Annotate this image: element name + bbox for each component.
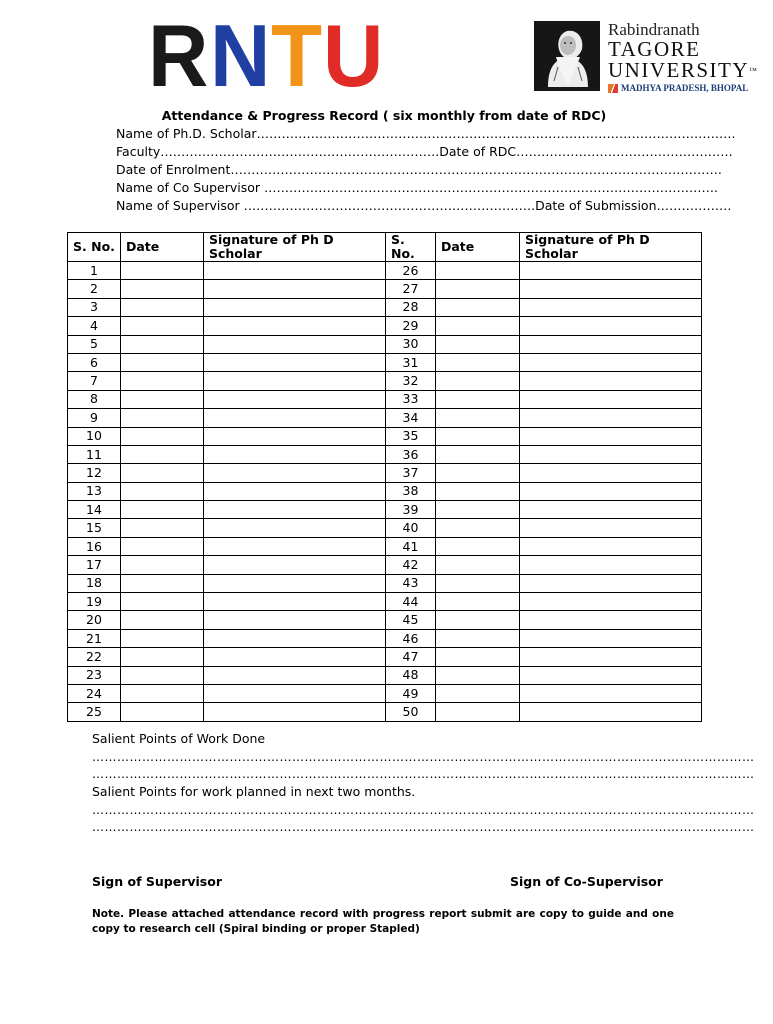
row-sno-left: 13 bbox=[68, 482, 121, 500]
row-signature-left bbox=[204, 464, 386, 482]
row-date-left bbox=[121, 262, 204, 280]
work-planned-label: Salient Points for work planned in next two months. bbox=[92, 784, 416, 799]
row-date-left bbox=[121, 482, 204, 500]
row-date-right bbox=[436, 519, 520, 537]
table-row bbox=[68, 519, 702, 537]
row-sno-right: 45 bbox=[386, 611, 436, 629]
row-sno-right: 38 bbox=[386, 482, 436, 500]
row-signature-left bbox=[204, 335, 386, 353]
row-signature-right bbox=[520, 262, 702, 280]
work-planned-line-1: …………………………………………………………………………………………………………………………………………… bbox=[92, 803, 755, 817]
row-date-left bbox=[121, 317, 204, 335]
row-signature-left bbox=[204, 427, 386, 445]
stripe-icon bbox=[608, 84, 618, 93]
row-sno-left: 6 bbox=[68, 353, 121, 371]
row-date-left bbox=[121, 372, 204, 390]
table-row bbox=[68, 427, 702, 445]
row-signature-left bbox=[204, 648, 386, 666]
university-location bbox=[608, 83, 773, 93]
row-signature-left bbox=[204, 390, 386, 408]
row-sno-right: 34 bbox=[386, 409, 436, 427]
row-date-right bbox=[436, 556, 520, 574]
scholar-name-field: Name of Ph.D. Scholar……………………………………………………………………………………………………. bbox=[116, 126, 736, 141]
row-signature-left bbox=[204, 537, 386, 555]
table-row bbox=[68, 445, 702, 463]
table-header-row bbox=[68, 233, 702, 262]
row-sno-left: 16 bbox=[68, 537, 121, 555]
row-signature-left bbox=[204, 298, 386, 316]
table-row bbox=[68, 280, 702, 298]
row-sno-right: 32 bbox=[386, 372, 436, 390]
row-sno-left: 22 bbox=[68, 648, 121, 666]
row-signature-right bbox=[520, 703, 702, 721]
row-sno-right: 49 bbox=[386, 684, 436, 702]
row-sno-right: 46 bbox=[386, 629, 436, 647]
col-signature-right: Signature of Ph D Scholar bbox=[520, 233, 702, 262]
row-signature-right bbox=[520, 593, 702, 611]
row-signature-right bbox=[520, 445, 702, 463]
row-sno-left: 19 bbox=[68, 593, 121, 611]
row-sno-right: 35 bbox=[386, 427, 436, 445]
row-signature-right bbox=[520, 353, 702, 371]
row-signature-left bbox=[204, 703, 386, 721]
row-sno-left: 23 bbox=[68, 666, 121, 684]
row-signature-left bbox=[204, 666, 386, 684]
row-sno-left: 8 bbox=[68, 390, 121, 408]
table-row bbox=[68, 372, 702, 390]
attendance-table-body bbox=[68, 262, 702, 722]
row-signature-right bbox=[520, 537, 702, 555]
row-date-right bbox=[436, 703, 520, 721]
page-title: Attendance & Progress Record ( six monthly from date of RDC) bbox=[161, 108, 607, 123]
table-row bbox=[68, 390, 702, 408]
row-date-right bbox=[436, 262, 520, 280]
row-date-right bbox=[436, 427, 520, 445]
table-row bbox=[68, 684, 702, 702]
row-signature-right bbox=[520, 335, 702, 353]
table-row bbox=[68, 464, 702, 482]
row-sno-right: 42 bbox=[386, 556, 436, 574]
table-row bbox=[68, 593, 702, 611]
table-row bbox=[68, 648, 702, 666]
row-signature-left bbox=[204, 556, 386, 574]
row-sno-right: 31 bbox=[386, 353, 436, 371]
row-sno-left: 20 bbox=[68, 611, 121, 629]
row-sno-left: 12 bbox=[68, 464, 121, 482]
row-signature-right bbox=[520, 298, 702, 316]
row-sno-left: 3 bbox=[68, 298, 121, 316]
university-name bbox=[608, 20, 773, 93]
row-date-left bbox=[121, 353, 204, 371]
university-logo bbox=[148, 6, 759, 105]
row-sno-right: 40 bbox=[386, 519, 436, 537]
row-date-right bbox=[436, 353, 520, 371]
table-row bbox=[68, 703, 702, 721]
row-signature-left bbox=[204, 482, 386, 500]
row-date-left bbox=[121, 593, 204, 611]
row-signature-left bbox=[204, 372, 386, 390]
row-date-right bbox=[436, 684, 520, 702]
row-date-right bbox=[436, 501, 520, 519]
row-sno-left: 14 bbox=[68, 501, 121, 519]
co-supervisor-sign-label: Sign of Co-Supervisor bbox=[510, 874, 663, 889]
row-date-right bbox=[436, 537, 520, 555]
table-row bbox=[68, 298, 702, 316]
university-word: UNIVERSITY bbox=[608, 58, 749, 82]
row-signature-left bbox=[204, 501, 386, 519]
row-signature-right bbox=[520, 629, 702, 647]
row-signature-right bbox=[520, 427, 702, 445]
table-row bbox=[68, 556, 702, 574]
row-signature-left bbox=[204, 593, 386, 611]
row-date-left bbox=[121, 335, 204, 353]
row-sno-right: 26 bbox=[386, 262, 436, 280]
row-sno-right: 36 bbox=[386, 445, 436, 463]
logo-letter-r: R bbox=[148, 6, 207, 105]
row-sno-left: 5 bbox=[68, 335, 121, 353]
table-row bbox=[68, 262, 702, 280]
row-signature-right bbox=[520, 574, 702, 592]
row-date-left bbox=[121, 684, 204, 702]
row-date-right bbox=[436, 280, 520, 298]
university-name-line2: TAGORE bbox=[608, 37, 701, 61]
tagore-portrait-icon bbox=[534, 21, 600, 91]
row-signature-left bbox=[204, 445, 386, 463]
table-row bbox=[68, 501, 702, 519]
table-row bbox=[68, 353, 702, 371]
enrolment-date-field: Date of Enrolment………………………………………………………………………………………………………. bbox=[116, 162, 722, 177]
work-done-label: Salient Points of Work Done bbox=[92, 731, 266, 746]
row-sno-left: 10 bbox=[68, 427, 121, 445]
row-signature-left bbox=[204, 280, 386, 298]
row-date-right bbox=[436, 409, 520, 427]
row-sno-left: 15 bbox=[68, 519, 121, 537]
col-signature-left: Signature of Ph D Scholar bbox=[204, 233, 386, 262]
row-date-left bbox=[121, 537, 204, 555]
row-date-left bbox=[121, 666, 204, 684]
row-signature-left bbox=[204, 574, 386, 592]
row-signature-left bbox=[204, 519, 386, 537]
attendance-table bbox=[67, 232, 702, 722]
row-sno-right: 43 bbox=[386, 574, 436, 592]
table-row bbox=[68, 335, 702, 353]
row-sno-left: 21 bbox=[68, 629, 121, 647]
row-signature-right bbox=[520, 556, 702, 574]
row-date-left bbox=[121, 501, 204, 519]
table-row bbox=[68, 629, 702, 647]
row-date-left bbox=[121, 703, 204, 721]
row-signature-left bbox=[204, 684, 386, 702]
row-signature-left bbox=[204, 262, 386, 280]
row-signature-right bbox=[520, 372, 702, 390]
row-sno-right: 44 bbox=[386, 593, 436, 611]
col-date-right: Date bbox=[436, 233, 520, 262]
row-signature-right bbox=[520, 684, 702, 702]
row-date-left bbox=[121, 280, 204, 298]
work-done-line-1: …………………………………………………………………………………………………………………………………………… bbox=[92, 750, 755, 764]
row-signature-right bbox=[520, 648, 702, 666]
row-date-right bbox=[436, 666, 520, 684]
logo-letter-t: T bbox=[271, 6, 321, 105]
row-signature-right bbox=[520, 482, 702, 500]
table-row bbox=[68, 666, 702, 684]
row-sno-left: 11 bbox=[68, 445, 121, 463]
row-date-right bbox=[436, 335, 520, 353]
row-sno-left: 1 bbox=[68, 262, 121, 280]
row-sno-right: 48 bbox=[386, 666, 436, 684]
row-signature-right bbox=[520, 317, 702, 335]
logo-letter-n: N bbox=[209, 6, 269, 105]
row-date-right bbox=[436, 317, 520, 335]
row-signature-right bbox=[520, 501, 702, 519]
table-row bbox=[68, 611, 702, 629]
row-signature-right bbox=[520, 519, 702, 537]
row-sno-left: 9 bbox=[68, 409, 121, 427]
row-sno-left: 25 bbox=[68, 703, 121, 721]
row-date-left bbox=[121, 390, 204, 408]
row-sno-right: 50 bbox=[386, 703, 436, 721]
row-signature-right bbox=[520, 666, 702, 684]
row-sno-left: 17 bbox=[68, 556, 121, 574]
col-sno-right: S. No. bbox=[386, 233, 436, 262]
row-sno-left: 18 bbox=[68, 574, 121, 592]
row-date-right bbox=[436, 298, 520, 316]
row-signature-left bbox=[204, 353, 386, 371]
work-done-line-2: …………………………………………………………………………………………………………………………………………… bbox=[92, 767, 755, 781]
faculty-field: Faculty………………………………………………………….Date of RDC……………………………………………. bbox=[116, 144, 733, 159]
row-date-left bbox=[121, 648, 204, 666]
rntu-wordmark bbox=[148, 6, 384, 105]
row-date-right bbox=[436, 445, 520, 463]
row-signature-right bbox=[520, 390, 702, 408]
row-date-left bbox=[121, 574, 204, 592]
row-date-left bbox=[121, 298, 204, 316]
co-supervisor-field: Name of Co Supervisor ………………………………………………………………………………………………. bbox=[116, 180, 718, 195]
row-signature-right bbox=[520, 464, 702, 482]
row-date-right bbox=[436, 372, 520, 390]
row-sno-left: 2 bbox=[68, 280, 121, 298]
row-sno-left: 7 bbox=[68, 372, 121, 390]
row-date-right bbox=[436, 464, 520, 482]
trademark-mark: ™ bbox=[749, 66, 759, 75]
row-sno-left: 4 bbox=[68, 317, 121, 335]
row-date-left bbox=[121, 629, 204, 647]
row-date-left bbox=[121, 519, 204, 537]
row-sno-right: 37 bbox=[386, 464, 436, 482]
row-date-left bbox=[121, 409, 204, 427]
university-name-line1: Rabindranath bbox=[608, 20, 700, 39]
row-sno-left: 24 bbox=[68, 684, 121, 702]
row-date-right bbox=[436, 390, 520, 408]
table-row bbox=[68, 317, 702, 335]
row-sno-right: 33 bbox=[386, 390, 436, 408]
row-date-left bbox=[121, 556, 204, 574]
row-date-left bbox=[121, 427, 204, 445]
logo-letter-u: U bbox=[322, 6, 382, 105]
row-sno-right: 47 bbox=[386, 648, 436, 666]
row-sno-right: 30 bbox=[386, 335, 436, 353]
row-date-right bbox=[436, 593, 520, 611]
row-signature-right bbox=[520, 611, 702, 629]
row-date-right bbox=[436, 482, 520, 500]
row-date-left bbox=[121, 464, 204, 482]
university-location-text: MADHYA PRADESH, BHOPAL bbox=[621, 83, 749, 93]
row-sno-right: 27 bbox=[386, 280, 436, 298]
table-row bbox=[68, 537, 702, 555]
row-sno-right: 41 bbox=[386, 537, 436, 555]
row-signature-left bbox=[204, 629, 386, 647]
row-date-right bbox=[436, 574, 520, 592]
col-sno-left: S. No. bbox=[68, 233, 121, 262]
row-signature-right bbox=[520, 409, 702, 427]
work-planned-line-2: …………………………………………………………………………………………………………………………………………… bbox=[92, 820, 755, 834]
university-name-line3 bbox=[608, 60, 773, 81]
col-date-left: Date bbox=[121, 233, 204, 262]
row-sno-right: 28 bbox=[386, 298, 436, 316]
row-signature-left bbox=[204, 409, 386, 427]
row-date-left bbox=[121, 445, 204, 463]
row-date-right bbox=[436, 629, 520, 647]
row-signature-left bbox=[204, 611, 386, 629]
table-row bbox=[68, 574, 702, 592]
footer-note: Note. Please attached attendance record with progress report submit are copy to guide and one copy to research cell (Spiral binding or proper Stapled) bbox=[92, 908, 674, 935]
table-row bbox=[68, 409, 702, 427]
row-date-right bbox=[436, 648, 520, 666]
row-signature-right bbox=[520, 280, 702, 298]
row-date-right bbox=[436, 611, 520, 629]
row-date-left bbox=[121, 611, 204, 629]
row-sno-right: 29 bbox=[386, 317, 436, 335]
supervisor-field: Name of Supervisor …………………………………………………………….Date of Submission……………… bbox=[116, 198, 732, 213]
row-sno-right: 39 bbox=[386, 501, 436, 519]
row-signature-left bbox=[204, 317, 386, 335]
table-row bbox=[68, 482, 702, 500]
supervisor-sign-label: Sign of Supervisor bbox=[92, 874, 222, 889]
